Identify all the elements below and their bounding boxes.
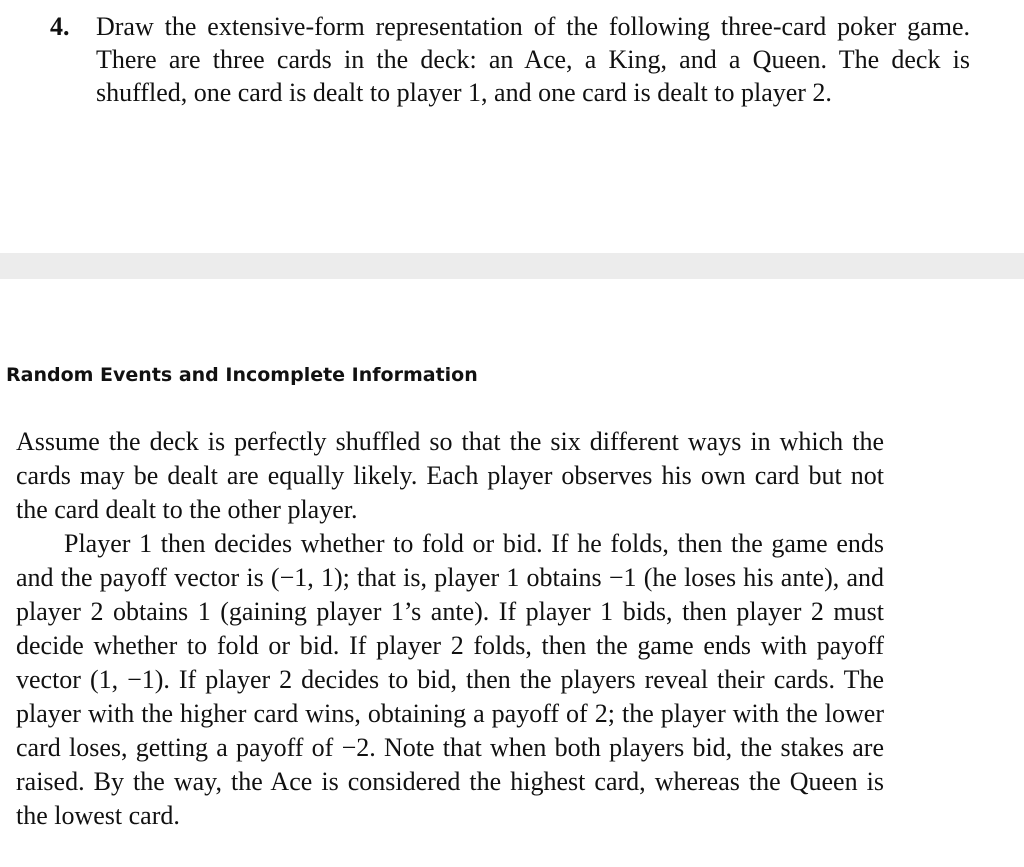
problem-number: 4. xyxy=(50,12,70,41)
problem-text: Draw the extensive-form representation of the following three-card poker game. There are three cards in the deck: an Ace, a King, and a Queen. The deck is shuffled, one card is dealt to player 1, and one card is dealt to player 2. xyxy=(96,12,970,107)
paragraph-1: Assume the deck is perfectly shuffled so that the six different ways in which the cards may be dealt are equally likely. Each player observes his own card but not the card dealt to the other player. xyxy=(16,427,884,524)
running-head: Random Events and Incomplete Information xyxy=(6,364,478,386)
page-divider xyxy=(0,253,1024,279)
body-text xyxy=(16,425,884,833)
paragraph-2: Player 1 then decides whether to fold or bid. If he folds, then the game ends and the payoff vector is (−1, 1); that is, player 1 obtains −1 (he loses his ante), and player 2 obtains 1 (gaining player 1’s ante). If player 1 bids, then player 2 must decide whether to fold or bid. If player 2 folds, then the game ends with payoff vector (1, −1). If player 2 decides to bid, then the players reveal their cards. The player with the higher card wins, obtaining a payoff of 2; the player with the lower card loses, getting a payoff of −2. Note that when both players bid, the stakes are raised. By the way, the Ace is considered the highest card, whereas the Queen is the lowest card. xyxy=(16,529,884,830)
exercise-problem xyxy=(50,10,970,109)
